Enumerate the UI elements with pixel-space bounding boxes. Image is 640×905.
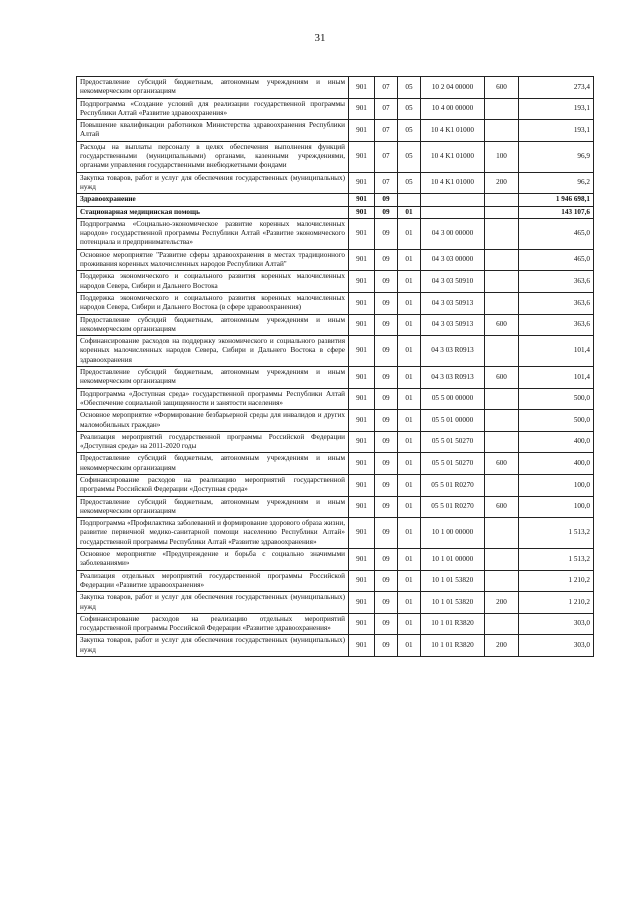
subsection-code-cell: 05 [398,98,421,120]
section-code-cell: 09 [375,388,398,410]
target-article-cell [421,206,485,218]
section-code-cell: 09 [375,249,398,271]
expense-name-cell: Подпрограмма «Социально-экономическое развитие коренных малочисленных народов» государственной программы Республики Алтай «Развитие экономического потенциала и предпринимательства» [77,218,349,249]
section-code-cell: 07 [375,141,398,172]
amount-cell: 100,0 [519,474,594,496]
section-code-cell: 09 [375,613,398,635]
subsection-code-cell: 01 [398,218,421,249]
section-code-cell: 09 [375,496,398,518]
section-code-cell: 07 [375,98,398,120]
target-article-cell: 10 4 K1 01000 [421,172,485,194]
expense-type-cell: 200 [485,172,519,194]
target-article-cell: 10 1 01 R3820 [421,613,485,635]
ministry-code-cell: 901 [349,431,375,453]
page-number: 31 [314,32,326,44]
expense-type-cell [485,271,519,293]
ministry-code-cell: 901 [349,206,375,218]
table-row [77,388,594,410]
expense-type-cell [485,431,519,453]
subsection-code-cell: 01 [398,336,421,367]
target-article-cell: 04 3 03 50910 [421,271,485,293]
target-article-cell: 10 1 01 53820 [421,592,485,614]
subsection-code-cell: 05 [398,141,421,172]
section-code-cell: 09 [375,292,398,314]
subsection-code-cell: 01 [398,592,421,614]
budget-table-body [77,77,594,657]
expense-name-cell: Закупка товаров, работ и услуг для обеспечения государственных (муниципальных) нужд [77,172,349,194]
table-row [77,141,594,172]
table-row [77,453,594,475]
amount-cell: 303,0 [519,613,594,635]
ministry-code-cell: 901 [349,77,375,99]
expense-type-cell [485,292,519,314]
table-row [77,410,594,432]
expense-name-cell: Здравоохранение [77,194,349,206]
expense-type-cell [485,613,519,635]
ministry-code-cell: 901 [349,518,375,549]
expense-name-cell: Закупка товаров, работ и услуг для обеспечения государственных (муниципальных) нужд [77,592,349,614]
table-row [77,367,594,389]
table-row [77,120,594,142]
amount-cell: 303,0 [519,635,594,657]
ministry-code-cell: 901 [349,271,375,293]
table-row [77,336,594,367]
subsection-code-cell [398,194,421,206]
amount-cell: 100,0 [519,496,594,518]
expense-type-cell: 600 [485,314,519,336]
amount-cell: 193,1 [519,120,594,142]
section-code-cell: 09 [375,314,398,336]
table-row [77,496,594,518]
target-article-cell: 05 5 01 R0270 [421,474,485,496]
amount-cell: 363,6 [519,292,594,314]
target-article-cell: 04 3 03 R0913 [421,367,485,389]
expense-name-cell: Софинансирование расходов на поддержку экономического и социального развития коренных малочисленных народов Севера, Сибири и Дальнего Востока в сфере здравоохранения [77,336,349,367]
subsection-code-cell: 05 [398,120,421,142]
table-row [77,194,594,206]
target-article-cell: 10 4 00 00000 [421,98,485,120]
ministry-code-cell: 901 [349,570,375,592]
section-code-cell: 09 [375,474,398,496]
expense-type-cell [485,336,519,367]
table-row [77,518,594,549]
expense-name-cell: Предоставление субсидий бюджетным, автономным учреждениям и иным некоммерческим организациям [77,453,349,475]
ministry-code-cell: 901 [349,314,375,336]
expense-name-cell: Подпрограмма «Создание условий для реализации государственной программы Республики Алтай «Развитие здравоохранения» [77,98,349,120]
table-row [77,314,594,336]
table-row [77,206,594,218]
ministry-code-cell: 901 [349,474,375,496]
expense-name-cell: Основное мероприятие «Формирование безбарьерной среды для инвалидов и других маломобильных граждан» [77,410,349,432]
subsection-code-cell: 01 [398,613,421,635]
expense-name-cell: Подпрограмма «Профилактика заболеваний и формирование здорового образа жизни, развитие первичной медико-санитарной помощи населению Республики Алтай» государственной программы Республики Алтай «Развитие здравоохранения» [77,518,349,549]
table-row [77,592,594,614]
ministry-code-cell: 901 [349,336,375,367]
amount-cell: 500,0 [519,410,594,432]
table-row [77,613,594,635]
subsection-code-cell: 01 [398,271,421,293]
table-row [77,249,594,271]
subsection-code-cell: 01 [398,410,421,432]
ministry-code-cell: 901 [349,453,375,475]
section-code-cell: 09 [375,410,398,432]
section-code-cell: 09 [375,592,398,614]
expense-name-cell: Софинансирование расходов на реализацию отдельных мероприятий государственной программы Российской Федерации «Развитие здравоохранения» [77,613,349,635]
section-code-cell: 09 [375,570,398,592]
expense-name-cell: Подпрограмма «Доступная среда» государственной программы Республики Алтай «Обеспечение социальной защищенности и занятости населения» [77,388,349,410]
expense-name-cell: Поддержка экономического и социального развития коренных малочисленных народов Севера, Сибири и Дальнего Востока [77,271,349,293]
target-article-cell: 05 5 00 00000 [421,388,485,410]
table-row [77,292,594,314]
subsection-code-cell: 01 [398,388,421,410]
subsection-code-cell: 01 [398,206,421,218]
expense-name-cell: Расходы на выплаты персоналу в целях обеспечения выполнения функций государственными (муниципальными) органами, казенными учреждениями, органами управления государственными внебюджетными фондами [77,141,349,172]
target-article-cell: 05 5 01 R0270 [421,496,485,518]
expense-type-cell [485,474,519,496]
subsection-code-cell: 01 [398,635,421,657]
amount-cell: 1 513,2 [519,518,594,549]
subsection-code-cell: 05 [398,77,421,99]
amount-cell: 96,2 [519,172,594,194]
expense-name-cell: Поддержка экономического и социального развития коренных малочисленных народов Севера, Сибири и Дальнего Востока (в сфере здравоохранения) [77,292,349,314]
section-code-cell: 09 [375,453,398,475]
amount-cell: 101,4 [519,336,594,367]
expense-type-cell: 200 [485,592,519,614]
subsection-code-cell: 01 [398,249,421,271]
expense-type-cell: 600 [485,496,519,518]
expense-type-cell: 200 [485,635,519,657]
ministry-code-cell: 901 [349,635,375,657]
expense-name-cell: Основное мероприятие «Предупреждение и борьба с социально значимыми заболеваниями» [77,549,349,571]
table-row [77,172,594,194]
amount-cell: 193,1 [519,98,594,120]
ministry-code-cell: 901 [349,410,375,432]
amount-cell: 1 210,2 [519,592,594,614]
target-article-cell: 04 3 03 50913 [421,292,485,314]
subsection-code-cell: 01 [398,474,421,496]
target-article-cell: 04 3 00 00000 [421,218,485,249]
target-article-cell: 10 1 01 R3820 [421,635,485,657]
section-code-cell: 09 [375,194,398,206]
amount-cell: 273,4 [519,77,594,99]
section-code-cell: 09 [375,431,398,453]
subsection-code-cell: 01 [398,431,421,453]
section-code-cell: 07 [375,172,398,194]
section-code-cell: 07 [375,120,398,142]
expense-type-cell [485,570,519,592]
expense-type-cell [485,218,519,249]
amount-cell: 465,0 [519,249,594,271]
ministry-code-cell: 901 [349,141,375,172]
target-article-cell: 10 1 01 53820 [421,570,485,592]
ministry-code-cell: 901 [349,218,375,249]
table-row [77,98,594,120]
expense-type-cell [485,388,519,410]
amount-cell: 363,6 [519,271,594,293]
amount-cell: 500,0 [519,388,594,410]
ministry-code-cell: 901 [349,388,375,410]
subsection-code-cell: 01 [398,570,421,592]
subsection-code-cell: 05 [398,172,421,194]
section-code-cell: 09 [375,206,398,218]
expense-type-cell: 600 [485,453,519,475]
table-row [77,549,594,571]
ministry-code-cell: 901 [349,120,375,142]
ministry-code-cell: 901 [349,592,375,614]
target-article-cell: 04 3 03 00000 [421,249,485,271]
subsection-code-cell: 01 [398,314,421,336]
expense-name-cell: Реализация отдельных мероприятий государственной программы Российской Федерации «Развитие здравоохранения» [77,570,349,592]
expense-type-cell: 100 [485,141,519,172]
subsection-code-cell: 01 [398,367,421,389]
expense-name-cell: Предоставление субсидий бюджетным, автономным учреждениям и иным некоммерческим организациям [77,367,349,389]
section-code-cell: 09 [375,218,398,249]
table-row [77,635,594,657]
subsection-code-cell: 01 [398,549,421,571]
ministry-code-cell: 901 [349,549,375,571]
ministry-code-cell: 901 [349,496,375,518]
ministry-code-cell: 901 [349,613,375,635]
target-article-cell: 10 4 K1 01000 [421,141,485,172]
target-article-cell: 04 3 03 50913 [421,314,485,336]
target-article-cell: 10 2 04 00000 [421,77,485,99]
amount-cell: 1 513,2 [519,549,594,571]
amount-cell: 465,0 [519,218,594,249]
ministry-code-cell: 901 [349,367,375,389]
ministry-code-cell: 901 [349,194,375,206]
section-code-cell: 09 [375,635,398,657]
expense-type-cell [485,98,519,120]
target-article-cell: 10 4 K1 01000 [421,120,485,142]
subsection-code-cell: 01 [398,292,421,314]
section-code-cell: 07 [375,77,398,99]
target-article-cell: 04 3 03 R0913 [421,336,485,367]
table-row [77,218,594,249]
expense-name-cell: Стационарная медицинская помощь [77,206,349,218]
ministry-code-cell: 901 [349,98,375,120]
expense-name-cell: Софинансирование расходов на реализацию мероприятий государственной программы Российской Федерации «Доступная среда» [77,474,349,496]
expense-name-cell: Предоставление субсидий бюджетным, автономным учреждениям и иным некоммерческим организациям [77,314,349,336]
expense-name-cell: Основное мероприятие "Развитие сферы здравоохранения в местах традиционного проживания коренных малочисленных народов Республики Алтай" [77,249,349,271]
section-code-cell: 09 [375,336,398,367]
section-code-cell: 09 [375,549,398,571]
amount-cell: 96,9 [519,141,594,172]
amount-cell: 400,0 [519,431,594,453]
table-row [77,271,594,293]
table-row [77,474,594,496]
expense-type-cell [485,518,519,549]
target-article-cell: 10 1 01 00000 [421,549,485,571]
expense-type-cell [485,120,519,142]
table-row [77,431,594,453]
expense-name-cell: Предоставление субсидий бюджетным, автономным учреждениям и иным некоммерческим организациям [77,496,349,518]
target-article-cell: 05 5 01 00000 [421,410,485,432]
expense-type-cell [485,249,519,271]
table-row [77,570,594,592]
subsection-code-cell: 01 [398,496,421,518]
amount-cell: 143 107,6 [519,206,594,218]
target-article-cell: 10 1 00 00000 [421,518,485,549]
amount-cell: 363,6 [519,314,594,336]
section-code-cell: 09 [375,271,398,293]
expense-name-cell: Реализация мероприятий государственной программы Российской Федерации «Доступная среда» на 2011-2020 годы [77,431,349,453]
ministry-code-cell: 901 [349,292,375,314]
expense-type-cell [485,194,519,206]
expense-type-cell [485,410,519,432]
expense-type-cell: 600 [485,77,519,99]
amount-cell: 101,4 [519,367,594,389]
amount-cell: 1 210,2 [519,570,594,592]
section-code-cell: 09 [375,518,398,549]
target-article-cell [421,194,485,206]
expense-name-cell: Предоставление субсидий бюджетным, автономным учреждениям и иным некоммерческим организациям [77,77,349,99]
expense-type-cell [485,206,519,218]
amount-cell: 400,0 [519,453,594,475]
subsection-code-cell: 01 [398,518,421,549]
target-article-cell: 05 5 01 50270 [421,453,485,475]
ministry-code-cell: 901 [349,249,375,271]
subsection-code-cell: 01 [398,453,421,475]
budget-table [76,76,594,657]
ministry-code-cell: 901 [349,172,375,194]
table-row [77,77,594,99]
section-code-cell: 09 [375,367,398,389]
amount-cell: 1 946 698,1 [519,194,594,206]
expense-name-cell: Повышение квалификации работников Министерства здравоохранения Республики Алтай [77,120,349,142]
expense-name-cell: Закупка товаров, работ и услуг для обеспечения государственных (муниципальных) нужд [77,635,349,657]
expense-type-cell [485,549,519,571]
target-article-cell: 05 5 01 50270 [421,431,485,453]
expense-type-cell: 600 [485,367,519,389]
